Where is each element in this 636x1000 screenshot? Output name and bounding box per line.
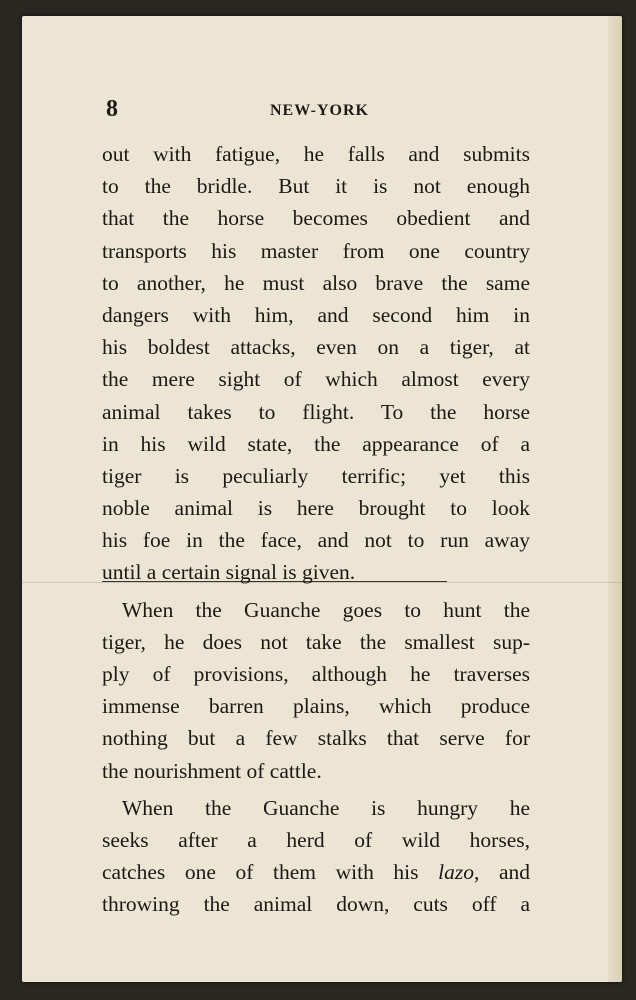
page-edge (608, 16, 622, 982)
text-line: throwing the animal down, cuts off a (102, 892, 530, 917)
page-header (22, 96, 622, 126)
text-line: catches one of them with his lazo, and (102, 860, 530, 885)
text-line: to the bridle. But it is not enough (102, 174, 530, 199)
text-line: dangers with him, and second him in (102, 302, 530, 327)
text-line: to another, he must also brave the same (102, 270, 530, 295)
text-line: until a certain signal is given. (102, 560, 356, 585)
text-line: nothing but a few stalks that serve for (102, 726, 530, 751)
text-line: out with fatigue, he falls and submits (102, 142, 530, 166)
text-line: the mere sight of which almost every (102, 367, 530, 392)
paragraph (102, 138, 530, 589)
text-line: immense barren plains, which produce (102, 694, 530, 719)
text-line: that the horse becomes obedient and (102, 206, 530, 231)
text-line: When the Guanche goes to hunt the (122, 597, 530, 622)
text-line: tiger is peculiarly terrific; yet this (102, 463, 530, 488)
text-line: transports his master from one country (102, 238, 530, 263)
text-line: ply of provisions, although he traverses (102, 662, 530, 686)
text-line: his boldest attacks, even on a tiger, at (102, 335, 530, 360)
running-head: NEW-YORK (270, 102, 369, 119)
page-number: 8 (106, 96, 118, 122)
paragraph (102, 792, 530, 921)
text-line: his foe in the face, and not to run away (102, 528, 530, 553)
text-line: in his wild state, the appearance of a (102, 431, 530, 456)
text-line: noble animal is here brought to look (102, 496, 530, 521)
book-page (22, 16, 622, 982)
text-line: seeks after a herd of wild horses, (102, 827, 530, 852)
text-line: When the Guanche is hungry he (122, 795, 530, 820)
body-text (102, 138, 530, 921)
text-line: the nourishment of cattle. (102, 758, 322, 783)
text-line: tiger, he does not take the smallest sup- (102, 629, 530, 654)
text-line: animal takes to flight. To the horse (102, 399, 530, 424)
paragraph (102, 594, 530, 787)
